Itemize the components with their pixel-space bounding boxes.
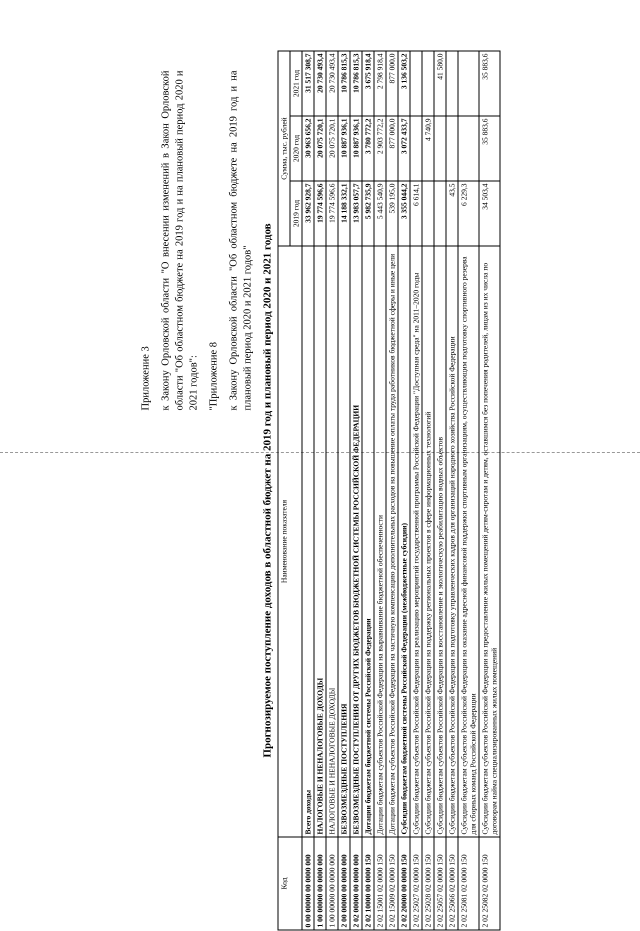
row-code: 2 02 15001 02 0000 150 bbox=[374, 837, 386, 930]
table-row bbox=[302, 51, 314, 930]
row-value-2020: 20 075 720,1 bbox=[314, 116, 326, 181]
row-value-2020: 3 072 433,7 bbox=[398, 116, 410, 181]
row-name: Субсидии бюджетам субъектов Российской Федерации на восстановление и экологическую реабилитацию водных объектов bbox=[434, 246, 446, 837]
row-value-2021: 2 798 918,4 bbox=[374, 51, 386, 116]
row-code: 2 02 25066 02 0000 150 bbox=[446, 837, 458, 930]
row-value-2021: 20 730 493,4 bbox=[314, 51, 326, 116]
row-value-2019: 43,5 bbox=[446, 181, 458, 246]
row-value-2021: 877 000,0 bbox=[386, 51, 398, 116]
row-value-2019: 33 962 928,7 bbox=[302, 181, 314, 246]
row-code: 2 02 25027 02 0000 150 bbox=[410, 837, 422, 930]
row-value-2019 bbox=[434, 181, 446, 246]
table-row bbox=[410, 51, 422, 930]
row-code: 2 02 00000 00 0000 000 bbox=[350, 837, 362, 930]
row-value-2021 bbox=[446, 51, 458, 116]
col-sum-header: Сумма, тыс. рублей bbox=[278, 51, 290, 246]
row-value-2021 bbox=[458, 51, 479, 116]
table-row bbox=[326, 51, 338, 930]
row-value-2020: 4 740,9 bbox=[422, 116, 434, 181]
row-name: Субсидии бюджетам субъектов Российской Федерации на оказание адресной финансовой поддержки спортивным организациям, осуществляющим подготовку спортивного резерва для сборных команд Российской Федерации bbox=[458, 246, 479, 837]
row-value-2021: 3 136 503,2 bbox=[398, 51, 410, 116]
table-row bbox=[434, 51, 446, 930]
row-code: 1 00 00000 00 0000 000 bbox=[326, 837, 338, 930]
row-name: НАЛОГОВЫЕ И НЕНАЛОГОВЫЕ ДОХОДЫ bbox=[326, 246, 338, 837]
document-title: Прогнозируемое поступление доходов в областной бюджет на 2019 год и плановый период 2020 и 2021 годов bbox=[261, 223, 274, 758]
row-value-2019: 539 195,0 bbox=[386, 181, 398, 246]
row-code: 2 02 10000 00 0000 150 bbox=[362, 837, 374, 930]
appendix-8-number: "Приложение 8 bbox=[208, 341, 220, 411]
table-row bbox=[314, 51, 326, 930]
row-name: Субсидии бюджетам субъектов Российской Федерации на поддержку региональных проектов в сфере информационных технологий bbox=[422, 246, 434, 837]
row-name: Субсидии бюджетам субъектов Российской Федерации на предоставление жилых помещений детям-сиротам и детям, оставшимся без попечения родителей, лицам из их числа по договорам найма специализированных жилых помещений bbox=[479, 246, 500, 837]
appendix-law-ref: к Закону Орловской области "О внесении изменений в Закон Орловской области "Об областном бюджете на 2019 год и на плановый период 2020 и 2021 годов": bbox=[160, 70, 200, 411]
table-row bbox=[350, 51, 362, 930]
row-value-2020: 877 000,0 bbox=[386, 116, 398, 181]
row-value-2021 bbox=[422, 51, 434, 116]
row-value-2020: 10 887 936,1 bbox=[350, 116, 362, 181]
row-value-2020 bbox=[410, 116, 422, 181]
row-value-2019: 5 443 540,9 bbox=[374, 181, 386, 246]
row-value-2020: 2 903 772,2 bbox=[374, 116, 386, 181]
row-name: БЕЗВОЗМЕЗДНЫЕ ПОСТУПЛЕНИЯ bbox=[338, 246, 350, 837]
table-row bbox=[458, 51, 479, 930]
table-row bbox=[362, 51, 374, 930]
row-value-2019: 6 614,1 bbox=[410, 181, 422, 246]
row-value-2020: 3 780 772,2 bbox=[362, 116, 374, 181]
row-name: НАЛОГОВЫЕ И НЕНАЛОГОВЫЕ ДОХОДЫ bbox=[314, 246, 326, 837]
row-code: 2 02 25082 02 0000 150 bbox=[479, 837, 500, 930]
row-value-2020 bbox=[434, 116, 446, 181]
row-value-2021: 35 883,6 bbox=[479, 51, 500, 116]
row-value-2020 bbox=[458, 116, 479, 181]
row-value-2019: 6 229,3 bbox=[458, 181, 479, 246]
col-year-2019: 2019 год bbox=[290, 181, 302, 246]
row-name: Субсидии бюджетам субъектов Российской Федерации на подготовку управленческих кадров для организаций народного хозяйства Российской Федерации bbox=[446, 246, 458, 837]
row-code: 2 00 00000 00 0000 000 bbox=[338, 837, 350, 930]
table-body bbox=[302, 51, 500, 930]
row-name: Субсидии бюджетам бюджетной системы Российской Федерации (межбюджетные субсидии) bbox=[398, 246, 410, 837]
row-value-2020: 30 963 656,2 bbox=[302, 116, 314, 181]
col-code-header: Код bbox=[278, 837, 302, 930]
table-row bbox=[374, 51, 386, 930]
row-name: Субсидии бюджетам субъектов Российской Федерации на реализацию мероприятий государственной программы Российской Федерации "Доступная среда" на 2011–2020 годы bbox=[410, 246, 422, 837]
row-value-2019: 19 774 596,6 bbox=[314, 181, 326, 246]
row-value-2021: 41 580,0 bbox=[434, 51, 446, 116]
row-code: 2 02 20000 00 0000 150 bbox=[398, 837, 410, 930]
row-name: Дотации бюджетам субъектов Российской Федерации на частичную компенсацию дополнительных расходов на повышение оплаты труда работников бюджетной сферы и иные цели bbox=[386, 246, 398, 837]
revenue-table bbox=[278, 51, 501, 931]
appendix-8-law-ref: к Закону Орловской области "Об областном бюджете на 2019 год и на плановый период 2020 и 2021 годов" bbox=[228, 70, 254, 411]
appendix-header bbox=[140, 71, 256, 411]
row-value-2021 bbox=[410, 51, 422, 116]
row-code: 2 02 25057 02 0000 150 bbox=[434, 837, 446, 930]
table-row bbox=[422, 51, 434, 930]
row-value-2019: 5 982 735,9 bbox=[362, 181, 374, 246]
row-value-2019: 19 774 596,6 bbox=[326, 181, 338, 246]
table-row bbox=[386, 51, 398, 930]
table-row bbox=[479, 51, 500, 930]
row-code: 2 02 25081 02 0000 150 bbox=[458, 837, 479, 930]
col-year-2020: 2020 год bbox=[290, 116, 302, 181]
row-value-2019: 13 983 057,7 bbox=[350, 181, 362, 246]
table-row bbox=[338, 51, 350, 930]
col-year-2021: 2021 год bbox=[290, 51, 302, 116]
row-value-2019: 3 355 044,2 bbox=[398, 181, 410, 246]
appendix-number: Приложение 3 bbox=[140, 346, 152, 411]
table-row bbox=[446, 51, 458, 930]
row-value-2020 bbox=[446, 116, 458, 181]
row-value-2019 bbox=[422, 181, 434, 246]
col-name-header: Наименование показателя bbox=[278, 246, 302, 837]
row-value-2021: 3 675 918,4 bbox=[362, 51, 374, 116]
row-value-2021: 20 730 493,4 bbox=[326, 51, 338, 116]
row-value-2021: 31 517 308,7 bbox=[302, 51, 314, 116]
row-name: Дотации бюджетам бюджетной системы Российской Федерации bbox=[362, 246, 374, 837]
row-name: Всего доходы bbox=[302, 246, 314, 837]
row-value-2021: 10 786 815,3 bbox=[350, 51, 362, 116]
row-value-2020: 20 075 720,1 bbox=[326, 116, 338, 181]
row-value-2019: 14 188 332,1 bbox=[338, 181, 350, 246]
table-row bbox=[398, 51, 410, 930]
row-code: 1 00 00000 00 0000 000 bbox=[314, 837, 326, 930]
row-code: 2 02 15009 02 0000 150 bbox=[386, 837, 398, 930]
row-name: Дотации бюджетам субъектов Российской Федерации на выравнивание бюджетной обеспеченности bbox=[374, 246, 386, 837]
row-value-2020: 35 883,6 bbox=[479, 116, 500, 181]
row-value-2021: 10 786 815,3 bbox=[338, 51, 350, 116]
row-code: 0 00 00000 00 0000 000 bbox=[302, 837, 314, 930]
row-code: 2 02 25028 02 0000 150 bbox=[422, 837, 434, 930]
row-value-2019: 34 503,4 bbox=[479, 181, 500, 246]
rotated-content bbox=[140, 51, 501, 931]
row-value-2020: 10 887 936,1 bbox=[338, 116, 350, 181]
row-name: БЕЗВОЗМЕЗДНЫЕ ПОСТУПЛЕНИЯ ОТ ДРУГИХ БЮДЖЕТОВ БЮДЖЕТНОЙ СИСТЕМЫ РОССИЙСКОЙ ФЕДЕРАЦИИ bbox=[350, 246, 362, 837]
